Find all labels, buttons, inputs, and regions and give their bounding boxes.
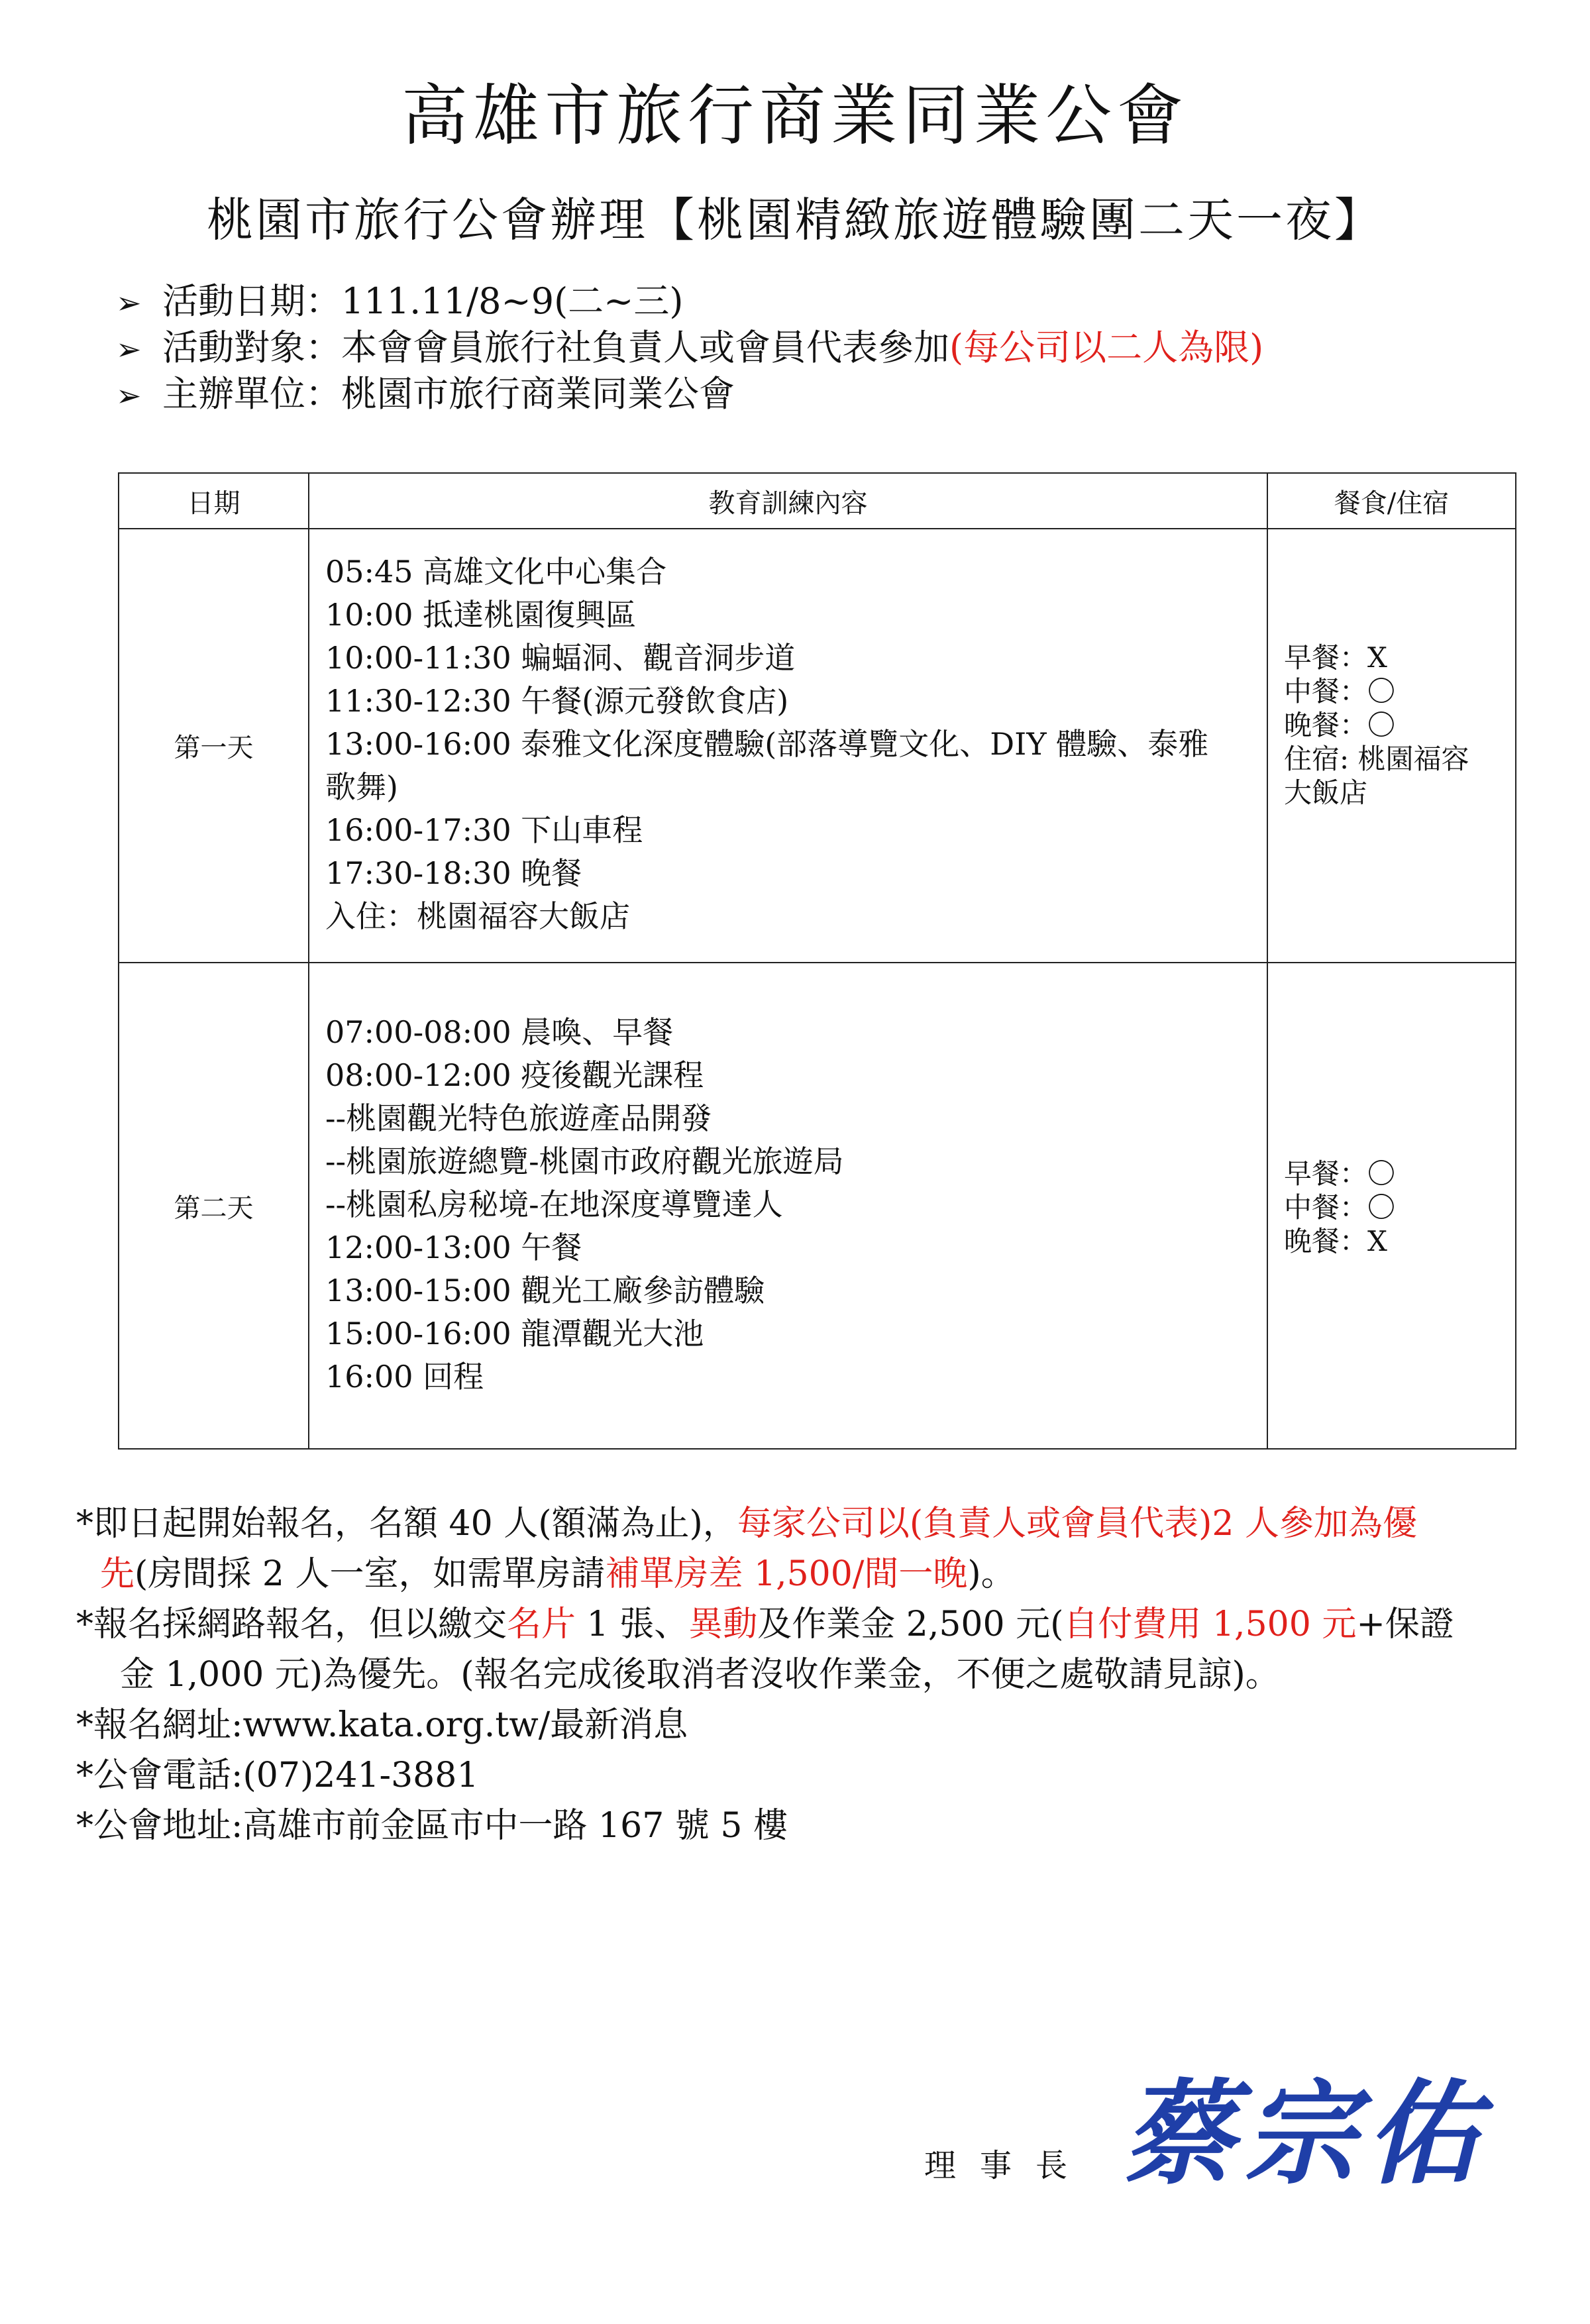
note-text: *即日起開始報名，名額 40 人(額滿為止)， (76, 1504, 737, 1544)
meal-line: 早餐：〇 (1284, 1157, 1396, 1190)
note-text: 1 張、 (576, 1605, 689, 1644)
note-text: 及作業金 2,500 元( (757, 1605, 1064, 1644)
info-label: 活動對象： (162, 327, 341, 368)
meal-line: 晚餐：〇 (1284, 709, 1396, 741)
note-phone: *公會電話:(07)241-3881 (76, 1756, 479, 1795)
arrow-bullet-icon: ➢ (116, 378, 142, 413)
schedule-line: 12:00-13:00 午餐 (325, 1230, 582, 1265)
schedule-line: 08:00-12:00 疫後觀光課程 (325, 1057, 704, 1093)
schedule-line: 10:00-11:30 蝙蝠洞、觀音洞步道 (325, 640, 796, 676)
table-header-row (119, 473, 1516, 529)
schedule-line: --桃園旅遊總覽-桃園市政府觀光旅遊局 (325, 1143, 844, 1179)
schedule-line: 07:00-08:00 晨喚、早餐 (325, 1014, 674, 1050)
note-text: (房間採 2 人一室，如需單房請 (134, 1554, 606, 1594)
schedule-line: 16:00 回程 (325, 1359, 484, 1395)
note-highlight: 異動 (688, 1605, 758, 1644)
arrow-bullet-icon: ➢ (116, 285, 142, 321)
info-value: 本會會員旅行社負責人或會員代表參加 (341, 327, 949, 368)
day-label: 第二天 (119, 963, 309, 1449)
event-info-list (116, 278, 1507, 417)
schedule-cell (309, 963, 1267, 1449)
info-value: 111.11/8~9(二~三) (341, 280, 684, 322)
arrow-bullet-icon: ➢ (116, 331, 142, 367)
note-highlight: 自付費用 1,500 元 (1063, 1605, 1357, 1644)
meals-cell (1267, 963, 1516, 1449)
schedule-line: 10:00 抵達桃園復興區 (325, 597, 637, 633)
note-website: *報名網址:www.kata.org.tw/最新消息 (76, 1705, 688, 1745)
info-value: 桃園市旅行商業同業公會 (341, 373, 735, 415)
info-date (116, 278, 1507, 325)
chairman-title: 理事長 (924, 2147, 1092, 2184)
note-highlight: 補單房差 1,500/間一晚 (605, 1554, 968, 1594)
note-registration-quota (76, 1499, 1560, 1599)
header-date: 日期 (119, 473, 309, 529)
schedule-line: 13:00-15:00 觀光工廠參訪體驗 (325, 1273, 765, 1308)
header-content: 教育訓練內容 (309, 473, 1267, 529)
meal-line: 早餐：X (1284, 641, 1387, 674)
note-text: +保證 (1356, 1605, 1454, 1644)
meal-line: 晚餐：X (1284, 1225, 1387, 1257)
document-title: 高雄市旅行商業同業公會 (401, 77, 1189, 154)
note-text: 金 1,000 元)為優先。(報名完成後取消者沒收作業金，不便之處敬請見諒)。 (120, 1655, 1280, 1695)
meal-line: 中餐：〇 (1284, 675, 1396, 708)
meal-line: 大飯店 (1284, 776, 1368, 809)
info-label: 活動日期： (162, 280, 341, 322)
table-row (119, 963, 1516, 1449)
info-label: 主辦單位： (162, 373, 341, 415)
table-row (119, 529, 1516, 963)
schedule-line: 入住：桃園福容大飯店 (325, 898, 630, 934)
schedule-line: 15:00-16:00 龍潭觀光大池 (325, 1316, 704, 1351)
note-text: *報名採網路報名，但以繳交 (76, 1605, 507, 1644)
schedule-line: 歌舞) (325, 769, 398, 805)
schedule-line: 17:30-18:30 晚餐 (325, 855, 582, 891)
schedule-line: 13:00-16:00 泰雅文化深度體驗(部落導覽文化、DIY 體驗、泰雅 (325, 726, 1209, 762)
header-meals: 餐食/住宿 (1267, 473, 1516, 529)
day-label: 第一天 (119, 529, 309, 963)
schedule-line: 11:30-12:30 午餐(源元發飲食店) (325, 683, 789, 719)
note-address: *公會地址:高雄市前金區市中一路 167 號 5 樓 (76, 1806, 788, 1846)
info-organizer (116, 371, 1507, 417)
document-subtitle: 桃園市旅行公會辦理【桃園精緻旅遊體驗團二天一夜】 (207, 193, 1383, 247)
schedule-line: --桃園觀光特色旅遊產品開發 (325, 1100, 712, 1136)
meals-cell (1267, 529, 1516, 963)
svg-text:蔡宗佑: 蔡宗佑 (1122, 2068, 1489, 2193)
schedule-line: --桃園私房秘境-在地深度導覽達人 (325, 1187, 783, 1222)
info-audience (116, 325, 1507, 371)
note-highlight: 名片 (507, 1605, 576, 1644)
note-text: )。 (967, 1554, 1016, 1594)
registration-notes (76, 1499, 1560, 1851)
note-online-registration (76, 1599, 1560, 1700)
schedule-line: 05:45 高雄文化中心集合 (325, 554, 667, 590)
chairman-signature-image (1100, 2067, 1510, 2193)
schedule-line: 16:00-17:30 下山車程 (325, 812, 643, 848)
info-highlight: (每公司以二人為限) (949, 327, 1264, 368)
note-highlight: 先 (100, 1554, 135, 1594)
meal-line: 中餐：〇 (1284, 1191, 1396, 1224)
note-highlight: 每家公司以(負責人或會員代表)2 人參加為優 (737, 1504, 1418, 1544)
schedule-cell (309, 529, 1267, 963)
meal-line: 住宿: 桃園福容 (1284, 743, 1469, 775)
schedule-table (118, 472, 1516, 1450)
